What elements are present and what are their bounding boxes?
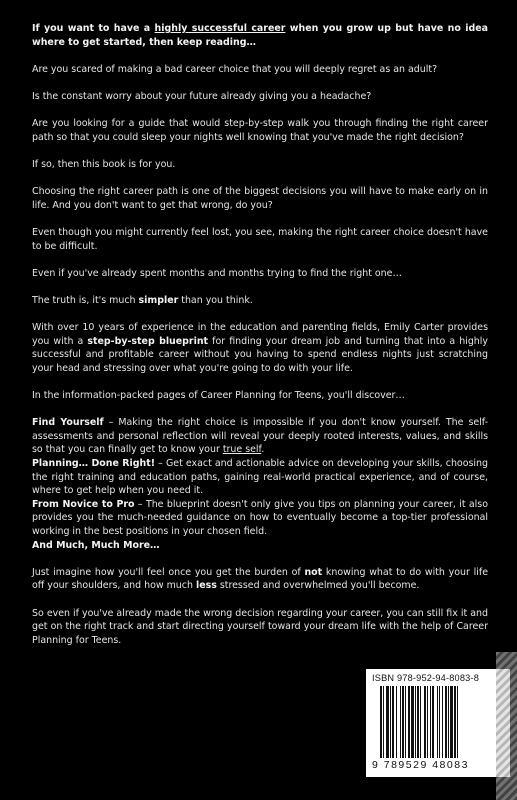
emphasis: simpler xyxy=(138,294,179,306)
corner-pattern xyxy=(496,652,517,800)
body-paragraph: The truth is, it's much simpler than you think. xyxy=(32,294,253,306)
feature-item: Find Yourself – Making the right choice is impossible if you don't know yourself. The self-assessments and personal reflection will reveal your deeply rooted interests, values, and skills so that you can finally get to know your true self. xyxy=(32,417,489,456)
feature-title: Planning… Done Right! xyxy=(32,458,156,469)
intro-bold: If you want to have a highly successful career when you grow up but have no idea where to get started, then keep reading… xyxy=(32,23,488,48)
emphasis-underline: true self xyxy=(222,444,262,456)
feature-title: And Much, Much More… xyxy=(32,539,160,551)
feature-item: From Novice to Pro – The blueprint doesn't only give you tips on planning your career, it also provides you the much-needed guidance on how to eventually become a top-tier professional working in the best positions in your chosen field. xyxy=(32,498,488,537)
feature-item: Planning… Done Right! – Get exact and actionable advice on developing your skills, choosing the right training and education paths, gaining real-world practical experience, and of course, where to get help when you need it. xyxy=(32,458,488,497)
body-paragraph: So even if you've already made the wrong decision regarding your career, you can still fix it and get on the right track and start directing yourself toward your dream life with the help of Career Planning for Teens. xyxy=(32,607,488,646)
feature-title: Find Yourself xyxy=(32,417,104,429)
body-paragraph: If so, then this book is for you. xyxy=(32,158,176,170)
isbn-barcode xyxy=(366,669,510,777)
barcode-digits: 9 789529 48083 xyxy=(372,759,469,771)
body-paragraph: Even if you've already spent months and months trying to find the right one… xyxy=(32,267,402,279)
body-paragraph: Just imagine how you'll feel once you get the burden of not knowing what to do with your life off your shoulders, and how much less stressed and overwhelmed you'll become. xyxy=(32,566,488,592)
intro-paragraph xyxy=(32,22,488,49)
body-paragraph: In the information-packed pages of Career Planning for Teens, you'll discover… xyxy=(32,390,405,402)
feature-title: From Novice to Pro xyxy=(32,498,135,510)
body-paragraph: Even though you might currently feel lost, you see, making the right career choice doesn't have to be difficult. xyxy=(32,226,488,252)
question-paragraph: Is the constant worry about your future already giving you a headache? xyxy=(32,90,372,102)
isbn-label: ISBN 978-952-94-8083-8 xyxy=(372,673,480,683)
emphasis: step-by-step blueprint xyxy=(87,335,209,347)
body-paragraph: Choosing the right career path is one of the biggest decisions you will have to make early on in life. And you don't want to get that wrong, do you? xyxy=(32,186,488,211)
feature-item xyxy=(32,539,488,553)
highlight-underline: highly successful career xyxy=(154,23,286,34)
blurb-text xyxy=(32,22,488,661)
question-paragraph: Are you looking for a guide that would step-by-step walk you through finding the right career path so that you could sleep your nights well knowing that you've made the right decision? xyxy=(32,118,488,143)
barcode-icon xyxy=(380,686,500,758)
question-paragraph: Are you scared of making a bad career choice that you will deeply regret as an adult? xyxy=(32,63,438,75)
body-paragraph: With over 10 years of experience in the education and parenting fields, Emily Carter provides you with a step-by-step blueprint for finding your dream job and turning that into a highly successful and profitable career without you having to spend endless nights just scratching your head and stressing over what you're going to do with your life. xyxy=(32,322,488,374)
emphasis: less xyxy=(195,580,217,592)
emphasis: not xyxy=(304,566,323,578)
